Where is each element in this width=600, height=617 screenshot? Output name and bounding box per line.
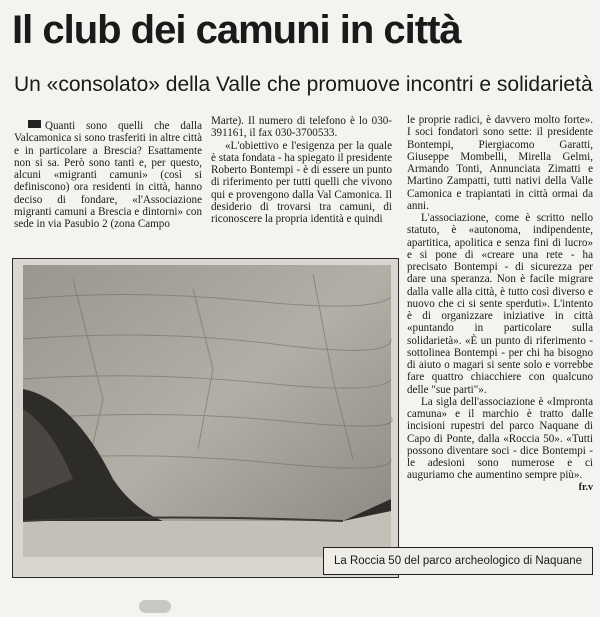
article-column-2 (211, 115, 392, 225)
col2-paragraph-2: «L'obiettivo e l'esigenza per la quale è stata fondata - ha spiegato il presidente Roberto Bontempi - è di essere un punto di riferimento per tutti quelli che vivono qui e provengono dalla Val Camonica. Il desiderio di trovarsi tra camuni, di riconoscere la propria identità e quindi (211, 139, 392, 225)
paragraph-marker-icon (28, 120, 41, 128)
col3-paragraph-3 (407, 395, 593, 493)
article-column-3 (407, 114, 593, 494)
scan-artifact (139, 600, 171, 613)
author-signature: fr.v (578, 481, 593, 493)
col3-paragraph-2: L'associazione, come è scritto nello statuto, è «autonoma, indipendente, apartitica, apolitica e senza fini di lucro» e si pone di «creare una rete - ha precisato Bontempi - di sicurezza per dare una speranza. Non è facile migrare dalla valle alla città, è tutto così diverso e nuovo che ci si sente sperduti». L'intento è di organizzare iniziative in città «puntando in particolare sulla solidarietà». «È un punto di riferimento - sottolinea Bontempi - per chi ha bisogno di aiuto o magari si sente solo e vorrebbe fare quattro chiacchiere con qualcuno delle "sue parti"». (407, 212, 593, 396)
col3-paragraph-1: le proprie radici, è davvero molto forte». I soci fondatori sono sette: il presidente Bontempi, Piergiacomo Garatti, Giuseppe Mombelli, Mirella Gelmi, Armando Tonti, Annunciata Zimatti e Martino Zampatti, tutti nativi della Valle Camonica e trapiantati in città ormai da anni. (407, 114, 593, 212)
article-column-1 (14, 120, 202, 230)
col1-text: Quanti sono quelli che dalla Valcamonica si sono trasferiti in altre città e in particolare a Brescia? Esattamente non si sa. Però sono tanti e, per questo, alcuni «migranti camuni» (così si definiscono) ora residenti in città, hanno deciso di fondare, «l'Associazione migranti camuni a Brescia e dintorni» con sede in via Pasubio 2 (zona Campo (14, 120, 202, 230)
col3-paragraph-3-text: La sigla dell'associazione è «Impronta camuna» e il marchio è tratto dalle incisioni rupestri del parco Naquane di Capo di Ponte, dalla «Roccia 50». «Tutti possono diventare soci - dice Bontempi - le adesioni sono numerose e ci auguriamo che aumentino sempre più». (407, 395, 593, 482)
photo-caption: La Roccia 50 del parco archeologico di Naquane (323, 547, 593, 575)
subheadline: Un «consolato» della Valle che promuove incontri e solidarietà (14, 73, 593, 96)
headline: Il club dei camuni in città (12, 8, 461, 52)
rock-photo (12, 258, 399, 578)
col2-paragraph-1: Marte). Il numero di telefono è lo 030-391161, il fax 030-3700533. (211, 115, 392, 140)
rock-engraving-image (13, 259, 398, 577)
